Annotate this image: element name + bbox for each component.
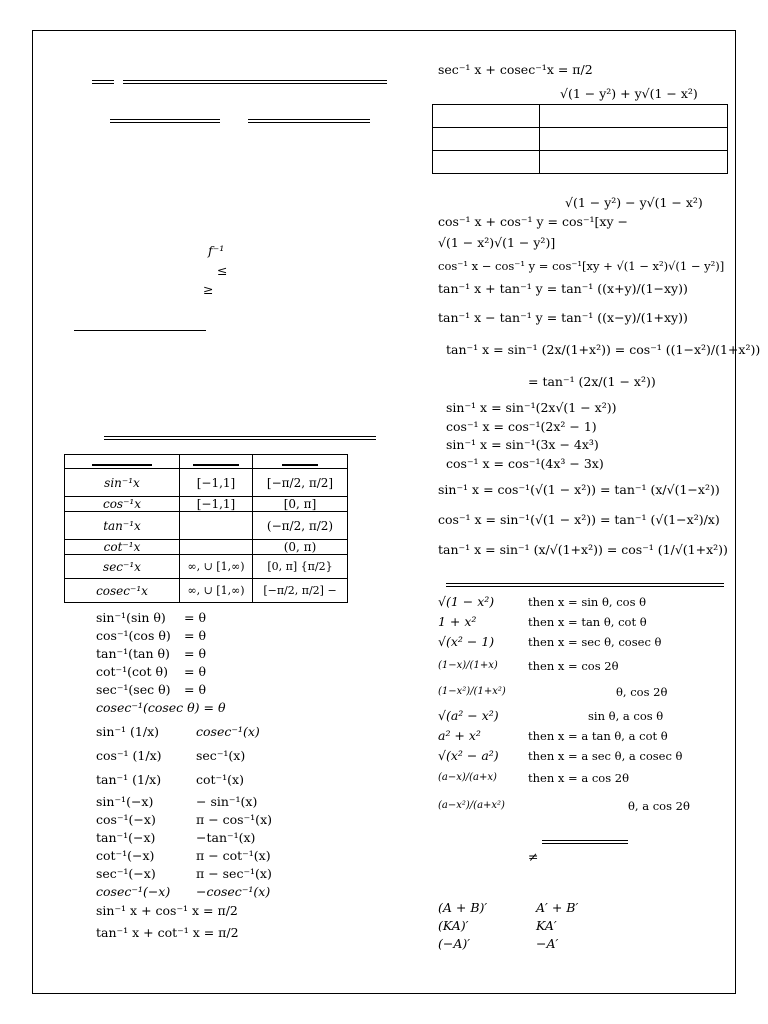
formula-line: √(1 − y²) + y√(1 − x²) bbox=[560, 86, 698, 101]
table-cell: cot⁻¹x bbox=[65, 540, 180, 555]
list-item: tan⁻¹ (1/x) cot⁻¹(x) bbox=[96, 772, 244, 787]
list-item: sin⁻¹ (1/x) cosec⁻¹(x) bbox=[96, 724, 260, 739]
list-item: sin⁻¹ x + cos⁻¹ x = π/2 bbox=[96, 903, 238, 918]
list-item: cos⁻¹ (1/x) sec⁻¹(x) bbox=[96, 748, 246, 763]
table-cell: ∞, ∪ [1,∞) bbox=[180, 579, 253, 603]
table-cell bbox=[433, 151, 540, 174]
section-rule bbox=[446, 583, 724, 587]
list-item: tan⁻¹ x + cot⁻¹ x = π/2 bbox=[96, 925, 239, 940]
table-cell bbox=[433, 105, 540, 128]
domain-range-table bbox=[64, 454, 348, 603]
list-item: √(a² − x²) sin θ, a cos θ bbox=[438, 708, 664, 723]
heading-rule bbox=[110, 119, 220, 123]
table-row bbox=[65, 469, 348, 497]
formula-line: tan⁻¹ x = sin⁻¹ (2x/(1+x²)) = cos⁻¹ ((1−x²)/(1+x²)) bbox=[446, 342, 761, 357]
list-item: (−A)′ −A′ bbox=[438, 936, 559, 951]
table-row bbox=[65, 579, 348, 603]
le-symbol: ≤ bbox=[217, 263, 228, 278]
table-cell bbox=[433, 128, 540, 151]
list-item: (A + B)′ A′ + B′ bbox=[438, 900, 579, 915]
table-cell: tan⁻¹x bbox=[65, 512, 180, 540]
transpose-list bbox=[438, 900, 638, 954]
table-header-cell bbox=[65, 455, 180, 469]
table-cell bbox=[540, 105, 728, 128]
formula-line: sin⁻¹ x = sin⁻¹(2x√(1 − x²)) bbox=[446, 400, 617, 415]
formula-line: = tan⁻¹ (2x/(1 − x²)) bbox=[528, 374, 656, 389]
heading-rule bbox=[248, 119, 370, 123]
formula-line: cos⁻¹ x = sin⁻¹(√(1 − x²)) = tan⁻¹ (√(1−x²)/x) bbox=[438, 512, 720, 527]
list-item: cos⁻¹(cos θ) = θ bbox=[96, 628, 206, 643]
table-cell: [−π/2, π/2] − bbox=[253, 579, 348, 603]
table-cell bbox=[180, 540, 253, 555]
table-header-cell bbox=[253, 455, 348, 469]
list-item: (1−x)/(1+x) then x = cos 2θ bbox=[438, 659, 619, 673]
list-item: sec⁻¹(sec θ) = θ bbox=[96, 682, 206, 697]
formula-line: sin⁻¹ x = sin⁻¹(3x − 4x³) bbox=[446, 437, 599, 452]
table-cell: cos⁻¹x bbox=[65, 497, 180, 512]
heading-rule bbox=[92, 80, 114, 84]
ge-symbol: ≥ bbox=[203, 282, 214, 297]
finv-symbol: f⁻¹ bbox=[208, 243, 225, 258]
neq-symbol: ≠ bbox=[528, 849, 539, 864]
formula-line: cos⁻¹ x = cos⁻¹(4x³ − 3x) bbox=[446, 456, 604, 471]
identities-list bbox=[96, 610, 336, 945]
table-cell: [−1,1] bbox=[180, 497, 253, 512]
formula-line: sec⁻¹ x + cosec⁻¹x = π/2 bbox=[438, 62, 593, 77]
list-item: tan⁻¹(−x) −tan⁻¹(x) bbox=[96, 830, 256, 845]
table-row bbox=[65, 497, 348, 512]
list-item: √(x² − a²) then x = a sec θ, a cosec θ bbox=[438, 748, 683, 763]
formula-line: tan⁻¹ x + tan⁻¹ y = tan⁻¹ ((x+y)/(1−xy)) bbox=[438, 281, 688, 296]
list-item: cos⁻¹(−x) π − cos⁻¹(x) bbox=[96, 812, 272, 827]
table-cell bbox=[540, 151, 728, 174]
table-cell: sin⁻¹x bbox=[65, 469, 180, 497]
list-item: √(1 − x²) then x = sin θ, cos θ bbox=[438, 594, 647, 609]
table-cell: (0, π) bbox=[253, 540, 348, 555]
formula-line: tan⁻¹ x − tan⁻¹ y = tan⁻¹ ((x−y)/(1+xy)) bbox=[438, 310, 688, 325]
table-row bbox=[65, 555, 348, 579]
section-rule bbox=[74, 330, 206, 331]
table-cell: [−π/2, π/2] bbox=[253, 469, 348, 497]
list-item: tan⁻¹(tan θ) = θ bbox=[96, 646, 206, 661]
formula-line: cos⁻¹ x − cos⁻¹ y = cos⁻¹[xy + √(1 − x²)√(1 − y²)] bbox=[438, 259, 725, 273]
substitution-list bbox=[438, 594, 728, 820]
list-item: (1−x²)/(1+x²) θ, cos 2θ bbox=[438, 685, 668, 699]
table-cell: [0, π] {π/2} bbox=[253, 555, 348, 579]
list-item: sin⁻¹(−x) − sin⁻¹(x) bbox=[96, 794, 258, 809]
heading-rule bbox=[123, 80, 387, 84]
section-rule bbox=[542, 840, 628, 844]
table-row bbox=[65, 540, 348, 555]
table-cell: cosec⁻¹x bbox=[65, 579, 180, 603]
list-item: cosec⁻¹(−x) −cosec⁻¹(x) bbox=[96, 884, 271, 899]
list-item: cosec⁻¹(cosec θ) = θ bbox=[96, 700, 226, 715]
list-item: a² + x² then x = a tan θ, a cot θ bbox=[438, 728, 668, 743]
formula-line: √(1 − y²) − y√(1 − x²) bbox=[565, 195, 703, 210]
table-cell: (−π/2, π/2) bbox=[253, 512, 348, 540]
list-item: cot⁻¹(cot θ) = θ bbox=[96, 664, 206, 679]
table-cell: [−1,1] bbox=[180, 469, 253, 497]
section-rule bbox=[104, 436, 376, 440]
list-item: cot⁻¹(−x) π − cot⁻¹(x) bbox=[96, 848, 271, 863]
formula-line: √(1 − x²)√(1 − y²)] bbox=[438, 235, 556, 250]
table-cell: [0, π] bbox=[253, 497, 348, 512]
list-item: 1 + x² then x = tan θ, cot θ bbox=[438, 614, 647, 629]
list-item: sec⁻¹(−x) π − sec⁻¹(x) bbox=[96, 866, 272, 881]
list-item: √(x² − 1) then x = sec θ, cosec θ bbox=[438, 634, 662, 649]
list-item: sin⁻¹(sin θ) = θ bbox=[96, 610, 206, 625]
table-cell bbox=[180, 512, 253, 540]
formula-line: tan⁻¹ x = sin⁻¹ (x/√(1+x²)) = cos⁻¹ (1/√(1+x²)) bbox=[438, 542, 728, 557]
formula-line: cos⁻¹ x + cos⁻¹ y = cos⁻¹[xy − bbox=[438, 214, 628, 229]
table-cell: sec⁻¹x bbox=[65, 555, 180, 579]
list-item: (a−x)/(a+x) then x = a cos 2θ bbox=[438, 771, 630, 785]
table-cell: ∞, ∪ [1,∞) bbox=[180, 555, 253, 579]
formula-line: cos⁻¹ x = cos⁻¹(2x² − 1) bbox=[446, 419, 597, 434]
table-header-cell bbox=[180, 455, 253, 469]
blank-table bbox=[432, 104, 728, 174]
list-item: (KA)′ KA′ bbox=[438, 918, 557, 933]
formula-line: sin⁻¹ x = cos⁻¹(√(1 − x²)) = tan⁻¹ (x/√(1−x²)) bbox=[438, 482, 720, 497]
list-item: (a−x²)/(a+x²) θ, a cos 2θ bbox=[438, 799, 690, 813]
table-cell bbox=[540, 128, 728, 151]
table-row bbox=[65, 512, 348, 540]
